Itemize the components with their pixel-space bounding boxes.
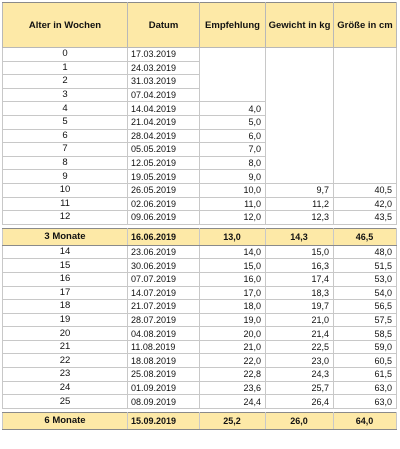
cell-empfehlung: 5,0	[200, 115, 266, 129]
growth-table	[2, 2, 397, 430]
table-row	[3, 327, 397, 341]
cell-week: 25	[3, 395, 128, 409]
cell-empfehlung	[200, 75, 266, 89]
cell-groesse: 40,5	[334, 183, 397, 197]
cell-gewicht: 17,4	[266, 272, 334, 286]
header-gewicht: Gewicht in kg	[266, 3, 334, 48]
cell-empfehlung: 11,0	[200, 197, 266, 211]
cell-week: 17	[3, 286, 128, 300]
header-alter: Alter in Wochen	[3, 3, 128, 48]
cell-groesse: 57,5	[334, 313, 397, 327]
cell-empfehlung: 12,0	[200, 211, 266, 225]
cell-week: 14	[3, 245, 128, 259]
table-row	[3, 340, 397, 354]
cell-date: 02.06.2019	[128, 197, 200, 211]
cell-date: 26.05.2019	[128, 183, 200, 197]
cell-week: 3 Monate	[3, 228, 128, 245]
cell-empfehlung: 14,0	[200, 245, 266, 259]
cell-empfehlung: 21,0	[200, 340, 266, 354]
cell-gewicht: 18,3	[266, 286, 334, 300]
cell-date: 15.09.2019	[128, 412, 200, 429]
cell-empfehlung	[200, 88, 266, 102]
cell-gewicht: 19,7	[266, 300, 334, 314]
cell-week: 19	[3, 313, 128, 327]
cell-gewicht	[266, 102, 334, 116]
cell-date: 08.09.2019	[128, 395, 200, 409]
cell-date: 19.05.2019	[128, 170, 200, 184]
cell-date: 25.08.2019	[128, 368, 200, 382]
cell-empfehlung: 9,0	[200, 170, 266, 184]
cell-groesse	[334, 156, 397, 170]
cell-week: 7	[3, 143, 128, 157]
cell-groesse	[334, 61, 397, 75]
cell-week: 9	[3, 170, 128, 184]
table-row	[3, 102, 397, 116]
cell-date: 18.08.2019	[128, 354, 200, 368]
table-row	[3, 115, 397, 129]
cell-empfehlung	[200, 61, 266, 75]
cell-gewicht	[266, 61, 334, 75]
cell-gewicht	[266, 129, 334, 143]
cell-empfehlung: 22,8	[200, 368, 266, 382]
cell-empfehlung: 19,0	[200, 313, 266, 327]
cell-date: 17.03.2019	[128, 48, 200, 62]
cell-gewicht	[266, 88, 334, 102]
table-row	[3, 75, 397, 89]
cell-groesse: 53,0	[334, 272, 397, 286]
cell-gewicht: 16,3	[266, 259, 334, 273]
table-row	[3, 286, 397, 300]
table-row	[3, 368, 397, 382]
cell-empfehlung: 25,2	[200, 412, 266, 429]
cell-week: 1	[3, 61, 128, 75]
table-row	[3, 259, 397, 273]
cell-groesse: 46,5	[334, 228, 397, 245]
cell-empfehlung: 24,4	[200, 395, 266, 409]
cell-gewicht: 9,7	[266, 183, 334, 197]
cell-week: 4	[3, 102, 128, 116]
cell-gewicht: 24,3	[266, 368, 334, 382]
cell-date: 14.07.2019	[128, 286, 200, 300]
cell-groesse: 48,0	[334, 245, 397, 259]
cell-week: 3	[3, 88, 128, 102]
cell-gewicht: 12,3	[266, 211, 334, 225]
cell-empfehlung: 20,0	[200, 327, 266, 341]
cell-gewicht: 26,0	[266, 412, 334, 429]
cell-empfehlung: 10,0	[200, 183, 266, 197]
cell-groesse: 54,0	[334, 286, 397, 300]
table-row	[3, 300, 397, 314]
cell-groesse: 63,0	[334, 395, 397, 409]
table-row	[3, 395, 397, 409]
cell-gewicht: 21,0	[266, 313, 334, 327]
cell-date: 30.06.2019	[128, 259, 200, 273]
cell-week: 6 Monate	[3, 412, 128, 429]
cell-gewicht: 26,4	[266, 395, 334, 409]
cell-date: 01.09.2019	[128, 381, 200, 395]
cell-gewicht: 15,0	[266, 245, 334, 259]
header-groesse: Größe in cm	[334, 3, 397, 48]
cell-week: 2	[3, 75, 128, 89]
cell-week: 22	[3, 354, 128, 368]
cell-date: 31.03.2019	[128, 75, 200, 89]
cell-week: 8	[3, 156, 128, 170]
cell-gewicht	[266, 156, 334, 170]
table-row	[3, 245, 397, 259]
table-body	[3, 48, 397, 430]
cell-week: 18	[3, 300, 128, 314]
cell-gewicht: 21,4	[266, 327, 334, 341]
cell-week: 23	[3, 368, 128, 382]
table-row	[3, 61, 397, 75]
table-row	[3, 197, 397, 211]
cell-groesse: 42,0	[334, 197, 397, 211]
cell-date: 09.06.2019	[128, 211, 200, 225]
cell-empfehlung: 17,0	[200, 286, 266, 300]
cell-groesse	[334, 115, 397, 129]
table-row	[3, 354, 397, 368]
cell-empfehlung: 6,0	[200, 129, 266, 143]
table-row	[3, 48, 397, 62]
cell-week: 20	[3, 327, 128, 341]
cell-gewicht: 14,3	[266, 228, 334, 245]
cell-empfehlung	[200, 48, 266, 62]
cell-gewicht	[266, 48, 334, 62]
cell-groesse: 43,5	[334, 211, 397, 225]
cell-week: 21	[3, 340, 128, 354]
cell-empfehlung: 13,0	[200, 228, 266, 245]
cell-week: 10	[3, 183, 128, 197]
cell-date: 21.07.2019	[128, 300, 200, 314]
table-row	[3, 313, 397, 327]
cell-groesse	[334, 88, 397, 102]
cell-gewicht	[266, 75, 334, 89]
cell-gewicht	[266, 170, 334, 184]
table-row	[3, 156, 397, 170]
table-row	[3, 170, 397, 184]
cell-gewicht: 23,0	[266, 354, 334, 368]
cell-week: 11	[3, 197, 128, 211]
cell-groesse	[334, 102, 397, 116]
cell-empfehlung: 4,0	[200, 102, 266, 116]
table-row	[3, 211, 397, 225]
cell-groesse: 51,5	[334, 259, 397, 273]
cell-date: 07.07.2019	[128, 272, 200, 286]
cell-empfehlung: 18,0	[200, 300, 266, 314]
cell-date: 07.04.2019	[128, 88, 200, 102]
summary-row	[3, 412, 397, 429]
cell-empfehlung: 23,6	[200, 381, 266, 395]
header-datum: Datum	[128, 3, 200, 48]
cell-date: 21.04.2019	[128, 115, 200, 129]
cell-date: 28.04.2019	[128, 129, 200, 143]
cell-week: 12	[3, 211, 128, 225]
cell-empfehlung: 16,0	[200, 272, 266, 286]
cell-week: 15	[3, 259, 128, 273]
cell-date: 24.03.2019	[128, 61, 200, 75]
cell-week: 0	[3, 48, 128, 62]
cell-date: 05.05.2019	[128, 143, 200, 157]
cell-groesse: 63,0	[334, 381, 397, 395]
cell-gewicht: 11,2	[266, 197, 334, 211]
cell-gewicht	[266, 115, 334, 129]
cell-date: 11.08.2019	[128, 340, 200, 354]
cell-date: 16.06.2019	[128, 228, 200, 245]
table-row	[3, 143, 397, 157]
table-row	[3, 272, 397, 286]
cell-empfehlung: 22,0	[200, 354, 266, 368]
cell-empfehlung: 7,0	[200, 143, 266, 157]
cell-empfehlung: 15,0	[200, 259, 266, 273]
cell-gewicht: 25,7	[266, 381, 334, 395]
cell-date: 14.04.2019	[128, 102, 200, 116]
cell-groesse: 56,5	[334, 300, 397, 314]
cell-empfehlung: 8,0	[200, 156, 266, 170]
cell-gewicht	[266, 143, 334, 157]
cell-groesse	[334, 48, 397, 62]
cell-gewicht: 22,5	[266, 340, 334, 354]
table-row	[3, 88, 397, 102]
cell-groesse	[334, 170, 397, 184]
cell-groesse: 64,0	[334, 412, 397, 429]
header-empfehlung: Empfehlung	[200, 3, 266, 48]
table-row	[3, 183, 397, 197]
cell-date: 23.06.2019	[128, 245, 200, 259]
cell-date: 04.08.2019	[128, 327, 200, 341]
cell-week: 24	[3, 381, 128, 395]
cell-date: 28.07.2019	[128, 313, 200, 327]
cell-groesse: 58,5	[334, 327, 397, 341]
table-row	[3, 129, 397, 143]
cell-groesse: 60,5	[334, 354, 397, 368]
cell-groesse	[334, 129, 397, 143]
summary-row	[3, 228, 397, 245]
table-row	[3, 381, 397, 395]
cell-week: 5	[3, 115, 128, 129]
cell-groesse	[334, 143, 397, 157]
cell-groesse: 59,0	[334, 340, 397, 354]
cell-date: 12.05.2019	[128, 156, 200, 170]
cell-week: 16	[3, 272, 128, 286]
header-row	[3, 3, 397, 48]
cell-groesse: 61,5	[334, 368, 397, 382]
cell-week: 6	[3, 129, 128, 143]
cell-groesse	[334, 75, 397, 89]
